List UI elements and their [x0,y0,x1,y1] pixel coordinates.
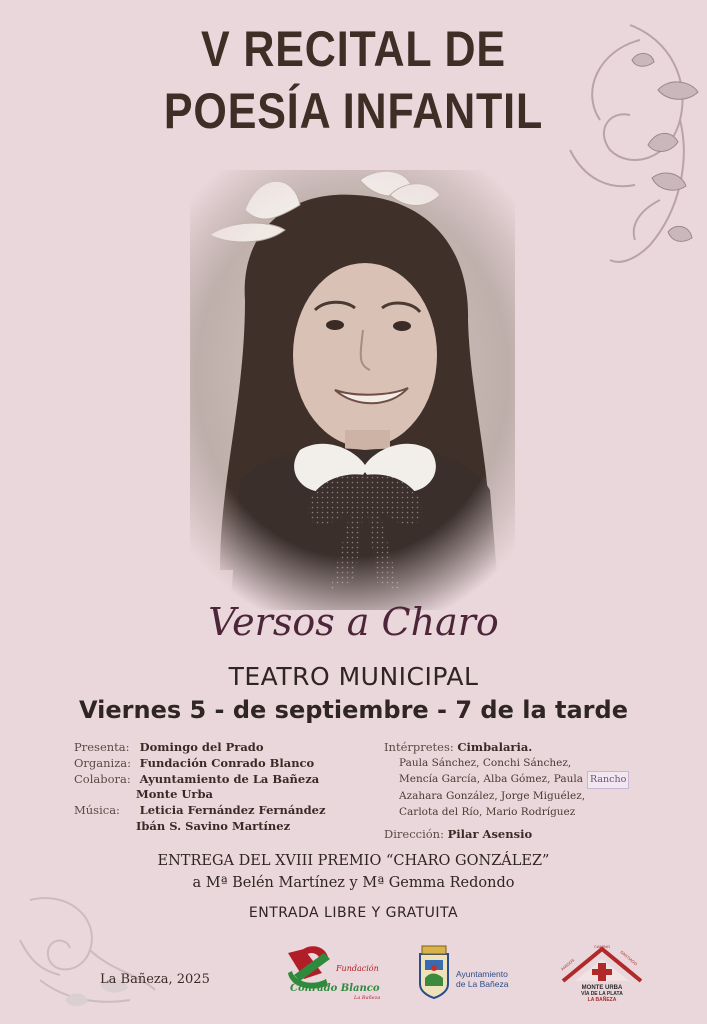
credit-label: Intérpretes: [384,740,454,754]
credit-organiza [74,756,374,772]
portrait-photo [150,150,555,620]
fcb-logo [284,945,384,1000]
place-year: La Bañeza, 2025 [100,972,210,987]
credit-musica-2 [74,819,374,835]
credit-label: Dirección: [384,827,444,842]
credit-value: Cimbalaria. [457,740,533,754]
mu-logo-line3: LA BAÑEZA [587,997,617,1003]
title-line-1: V RECITAL DE [200,21,506,77]
credit-value: Fundación Conrado Blanco [139,755,315,770]
credit-interpretes [384,740,684,756]
credit-label: Organiza: [74,755,132,770]
credit-value: Monte Urba [136,787,213,802]
title-line-2: POESÍA INFANTIL [163,83,544,139]
credit-value: Domingo del Prado [139,740,264,754]
award-line-1: ENTREGA DEL XVIII PREMIO “CHARO GONZÁLEZ” [157,853,550,869]
credit-colabora-2 [74,787,374,803]
ayuntamiento-crest-icon [420,946,448,998]
credit-value: Ibán S. Savino Martínez [136,818,291,833]
flourish-ornament-icon [540,10,705,275]
ayto-logo-line2: de La Bañeza [456,979,509,989]
mu-arc-left: AMIGOS [559,957,576,972]
monte-urba-logo [557,943,647,1003]
performer-line: Azahara González, Jorge Miguélez, [399,789,586,802]
event-date: Viernes 5 - de septiembre - 7 de la tarde [79,696,628,724]
credit-musica [74,803,374,819]
credit-value: Leticia Fernández Fernández [139,803,326,818]
mu-arc-right: SANTIAGO [619,949,639,967]
rancho-tag: Rancho [587,771,629,789]
performer-line: Paula Sánchez, Conchi Sánchez, [399,756,572,769]
credit-presenta [74,740,374,756]
credits-right [384,740,684,843]
credit-label: Música: [74,803,120,818]
performer-line-text: Mencía García, Alba Gómez, Paula [399,773,583,786]
credit-value: Pilar Asensio [447,827,533,842]
fcb-logo-line2: Conrado Blanco [290,983,380,994]
credit-label: Presenta: [74,740,130,754]
ayto-logo-line1: Ayuntamiento [456,969,508,979]
credit-colabora [74,772,374,788]
credits-left [74,740,374,835]
performer-line [384,771,684,789]
flourish-ornament-icon [10,880,160,1020]
mu-logo-line2: VÍA DE LA PLATA [581,991,623,997]
credit-value: Ayuntamiento de La Bañeza [139,771,320,786]
venue: TEATRO MUNICIPAL [228,662,479,691]
mu-arc-mid: CAMINO [594,944,610,949]
fcb-logo-line3: La Bañeza [354,995,381,1000]
fcb-logo-line1: Fundación [336,964,379,973]
mu-logo-line1: MONTE URBA [581,985,623,991]
subtitle: Versos a Charo [208,600,499,644]
entry-notice: ENTRADA LIBRE Y GRATUITA [248,905,459,921]
performer-line: Carlota del Río, Mario Rodríguez [399,805,576,818]
credit-label: Colabora: [74,771,131,786]
credit-direccion [384,827,684,843]
award-line-2: a Mª Belén Martínez y Mª Gemma Redondo [192,875,515,891]
ayuntamiento-logo [416,944,526,1000]
